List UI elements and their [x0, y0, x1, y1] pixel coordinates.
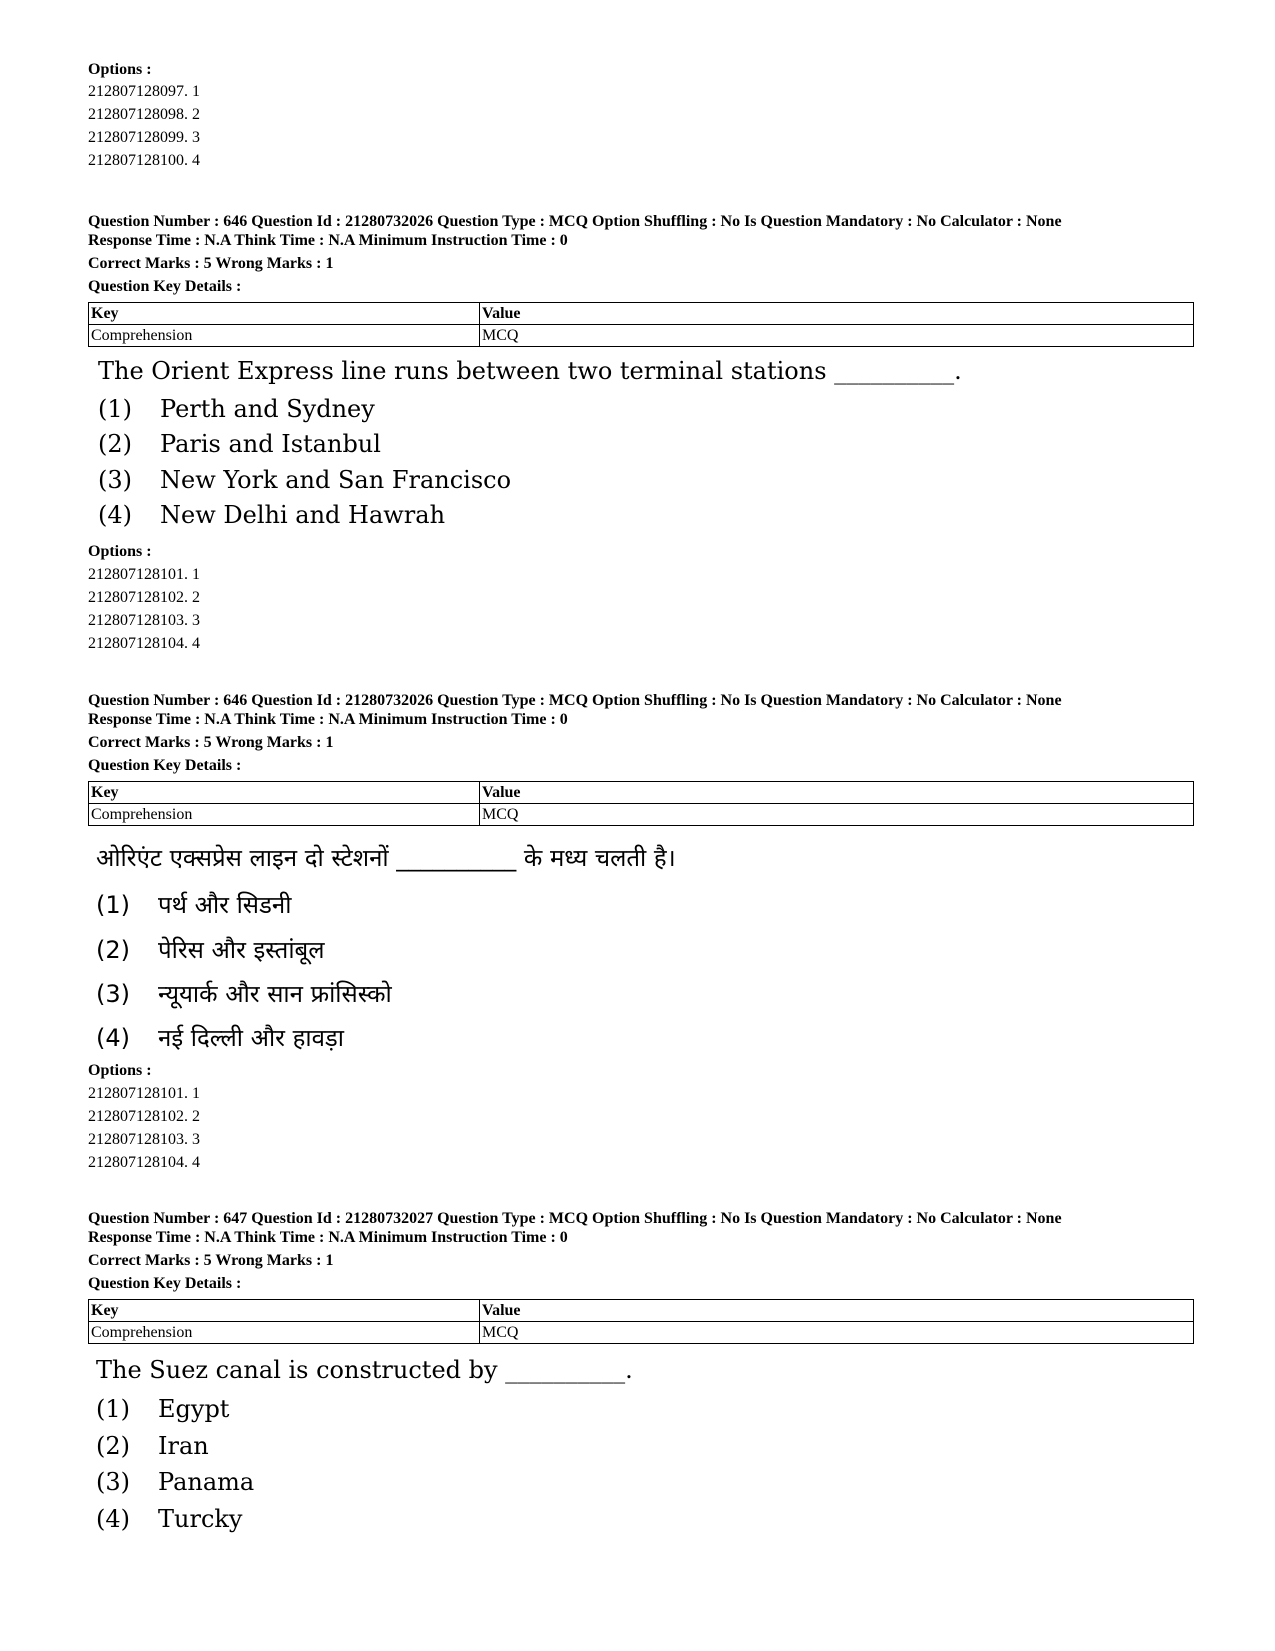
choice-number: (4) [96, 1024, 130, 1052]
choice-text: New Delhi and Hawrah [160, 501, 446, 529]
option-item: 212807128101. 1 [88, 1085, 200, 1102]
choice-number: (1) [96, 1395, 130, 1423]
choice-text: पेरिस और इस्तांबूल [158, 936, 325, 964]
option-item: 212807128102. 2 [88, 1108, 200, 1125]
option-item: 212807128102. 2 [88, 589, 200, 606]
question-key-details-label: Question Key Details : [88, 1275, 242, 1292]
choice-number: (3) [96, 980, 130, 1008]
table-header-key: Key [89, 782, 480, 804]
choice-text: Paris and Istanbul [160, 430, 381, 458]
option-item: 212807128103. 3 [88, 1131, 200, 1148]
question-marks: Correct Marks : 5 Wrong Marks : 1 [88, 255, 334, 272]
question-meta-line1: Question Number : 646 Question Id : 21280732026 Question Type : MCQ Option Shuffling : No Is Question Mandatory : No Calculator : None [88, 213, 1062, 230]
table-header-key: Key [89, 1300, 480, 1322]
choice-text: New York and San Francisco [160, 466, 512, 494]
choice-number: (1) [98, 395, 132, 423]
question-meta-line1: Question Number : 647 Question Id : 21280732027 Question Type : MCQ Option Shuffling : No Is Question Mandatory : No Calculator : None [88, 1210, 1062, 1227]
options-list [88, 1084, 200, 1176]
table-cell-value: MCQ [480, 804, 1194, 826]
choice-number: (4) [96, 1505, 130, 1533]
table-header-value: Value [480, 303, 1194, 325]
option-item: 212807128098. 2 [88, 106, 200, 123]
question-stem: The Orient Express line runs between two terminal stations __________. [98, 357, 962, 385]
question-key-table [88, 1299, 1194, 1344]
question-marks: Correct Marks : 5 Wrong Marks : 1 [88, 1252, 334, 1269]
choice-text: न्यूयार्क और सान फ्रांसिस्को [158, 980, 392, 1008]
options-label: Options : [88, 1062, 152, 1079]
choice-number: (3) [98, 466, 132, 494]
question-meta-line1: Question Number : 646 Question Id : 21280732026 Question Type : MCQ Option Shuffling : No Is Question Mandatory : No Calculator : None [88, 692, 1062, 709]
question-key-details-label: Question Key Details : [88, 278, 242, 295]
question-meta-line2: Response Time : N.A Think Time : N.A Minimum Instruction Time : 0 [88, 232, 568, 249]
options-list [88, 565, 200, 657]
options-list [88, 82, 200, 174]
choice-text: नई दिल्ली और हावड़ा [158, 1024, 344, 1052]
table-header-value: Value [480, 1300, 1194, 1322]
question-meta-line2: Response Time : N.A Think Time : N.A Minimum Instruction Time : 0 [88, 711, 568, 728]
question-key-table [88, 302, 1194, 347]
choice-number: (4) [98, 501, 132, 529]
choice-text: पर्थ और सिडनी [158, 891, 292, 919]
option-item: 212807128097. 1 [88, 83, 200, 100]
question-marks: Correct Marks : 5 Wrong Marks : 1 [88, 734, 334, 751]
choice-text: Iran [158, 1432, 209, 1460]
choice-number: (2) [96, 936, 130, 964]
choice-text: Turcky [158, 1505, 243, 1533]
options-label: Options : [88, 61, 152, 78]
option-item: 212807128099. 3 [88, 129, 200, 146]
table-cell-value: MCQ [480, 325, 1194, 347]
choice-text: Perth and Sydney [160, 395, 375, 423]
question-key-details-label: Question Key Details : [88, 757, 242, 774]
option-item: 212807128100. 4 [88, 152, 200, 169]
option-item: 212807128103. 3 [88, 612, 200, 629]
question-meta-line2: Response Time : N.A Think Time : N.A Minimum Instruction Time : 0 [88, 1229, 568, 1246]
choice-number: (3) [96, 1468, 130, 1496]
table-cell-value: MCQ [480, 1322, 1194, 1344]
option-item: 212807128104. 4 [88, 1154, 200, 1171]
option-item: 212807128104. 4 [88, 635, 200, 652]
option-item: 212807128101. 1 [88, 566, 200, 583]
options-label: Options : [88, 543, 152, 560]
table-header-key: Key [89, 303, 480, 325]
question-stem: ओरिएंट एक्सप्रेस लाइन दो स्टेशनों __________ के मध्य चलती है। [96, 844, 676, 872]
choice-text: Panama [158, 1468, 255, 1496]
choice-list [98, 394, 698, 534]
table-cell-key: Comprehension [89, 804, 480, 826]
question-key-table [88, 781, 1194, 826]
choice-number: (2) [98, 430, 132, 458]
choice-list [96, 889, 696, 1069]
choice-number: (2) [96, 1432, 130, 1460]
choice-text: Egypt [158, 1395, 230, 1423]
table-header-value: Value [480, 782, 1194, 804]
table-cell-key: Comprehension [89, 1322, 480, 1344]
choice-list [96, 1394, 696, 1544]
table-cell-key: Comprehension [89, 325, 480, 347]
question-stem: The Suez canal is constructed by __________. [96, 1356, 633, 1384]
choice-number: (1) [96, 891, 130, 919]
